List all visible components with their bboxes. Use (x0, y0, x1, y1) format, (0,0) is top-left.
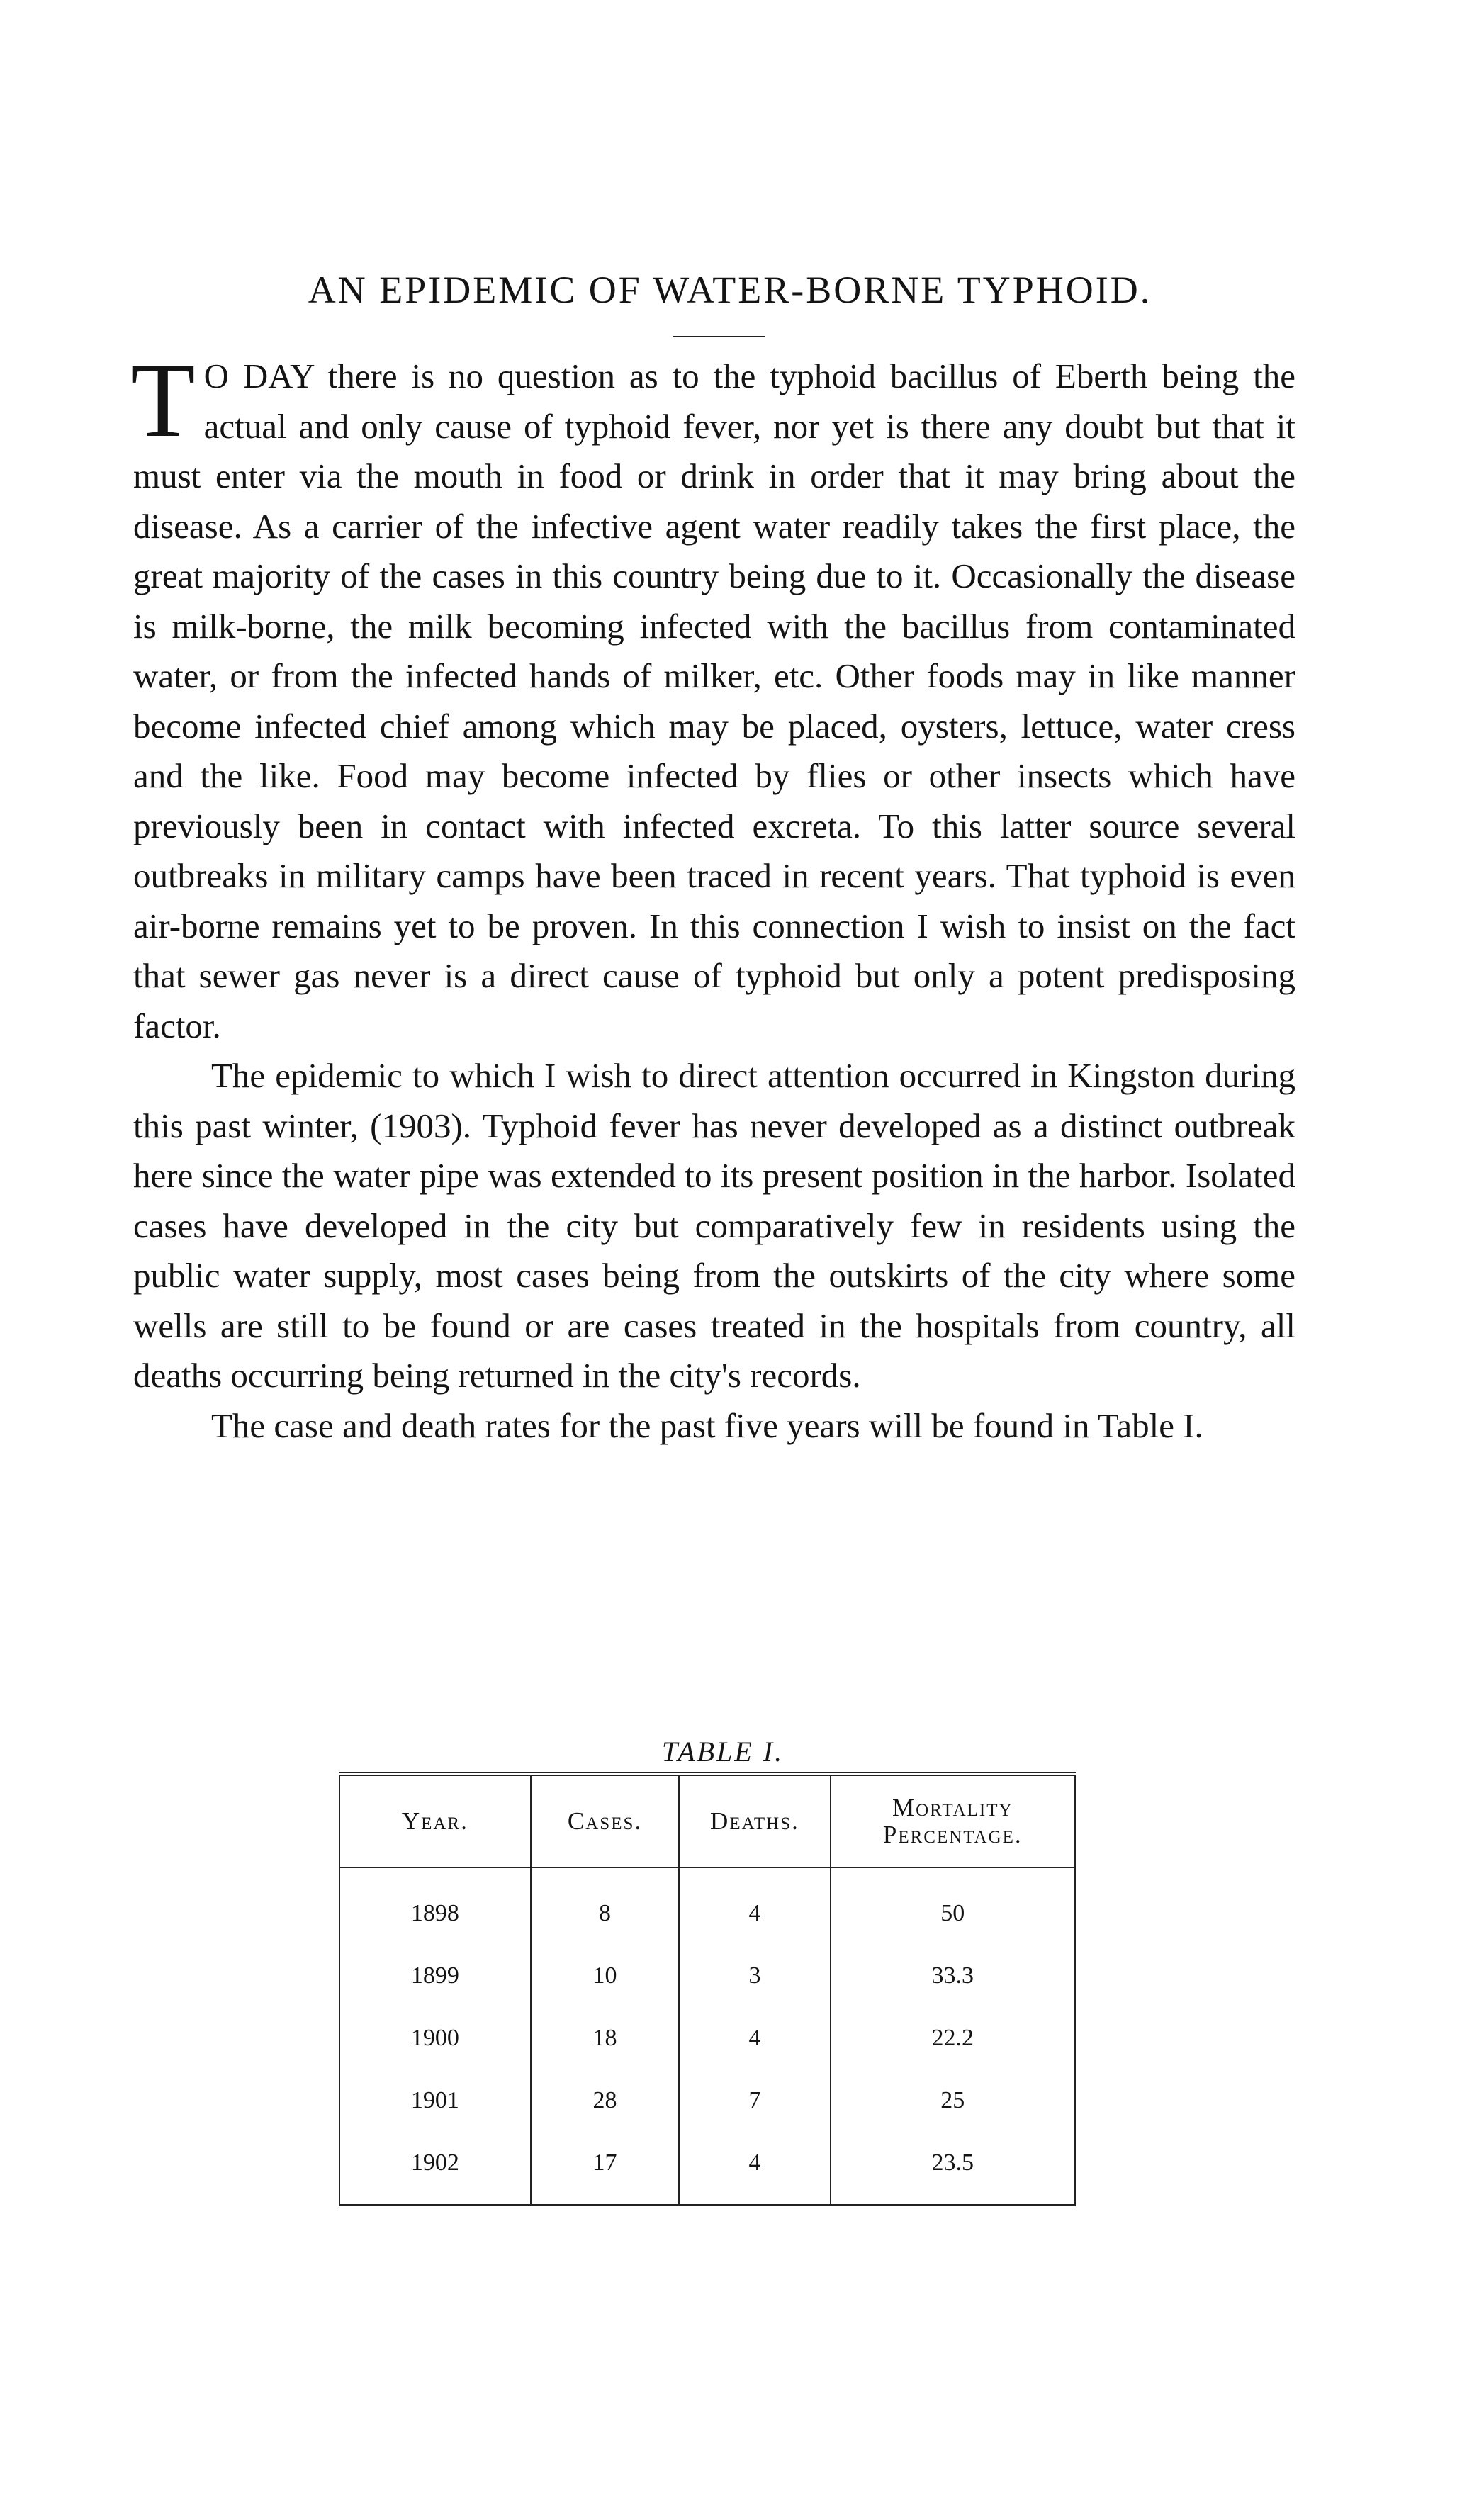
cell-cases: 10 (531, 1945, 680, 2007)
header-year: Year. (339, 1774, 531, 1867)
cell-mortality: 33.3 (931, 1962, 974, 1989)
table-header-row (339, 1774, 1075, 1867)
cell-year: 1899 (339, 1945, 531, 2007)
mortality-table (339, 1772, 1076, 2206)
cell-deaths: 7 (679, 2069, 830, 2132)
cell-deaths: 4 (679, 2007, 830, 2069)
table-row (339, 1867, 1075, 1945)
cell-year: 1898 (339, 1867, 531, 1945)
table-row (339, 2132, 1075, 2206)
header-deaths: Deaths. (679, 1774, 830, 1867)
title-rule (673, 336, 765, 337)
cell-deaths: 4 (679, 2132, 830, 2206)
cell-cases: 8 (531, 1867, 680, 1945)
cell-mortality: 25 (940, 2087, 965, 2113)
paragraph-2: The epidemic to which I wish to direct attention occurred in Kingston during this past winter, (1903). Typhoid fever has never developed as a distinct outbreak here since the water pipe was extended to its present position in the harbor. Isolated cases have developed in the city but comparatively few in residents using the public water supply, most cases being from the outskirts of the city where some wells are still to be found or are cases treated in the hospitals from country, all deaths occurring being returned in the city's records. (133, 1056, 1295, 1395)
cell-year: 1902 (339, 2132, 531, 2206)
header-mortality-line1: Mortality (892, 1794, 1013, 1821)
header-mortality (831, 1774, 1075, 1867)
drop-cap: T (130, 342, 196, 459)
table-caption: TABLE I. (661, 1736, 785, 1768)
article-body (130, 342, 1295, 1451)
article-title: AN EPIDEMIC OF WATER-BORNE TYPHOID. (308, 269, 1152, 311)
cell-deaths: 4 (679, 1867, 830, 1945)
paragraph-3: The case and death rates for the past five years will be found in Table I. (211, 1405, 1203, 1445)
header-cases: Cases. (531, 1774, 680, 1867)
cell-year: 1901 (339, 2069, 531, 2132)
cell-cases: 18 (531, 2007, 680, 2069)
paragraph-1-text: O DAY there is no question as to the typhoid bacillus of Eberth being the actual and only cause of typhoid fever, nor yet is there any doubt but that it must enter via the mouth in food or drink in order that it may bring about the disease. As a carrier of the infective agent water readily takes the first place, the great majority of the cases in this country being due to it. Occasionally the disease is milk-borne, the milk becoming infected with the bacillus from contaminated water, or from the infected hands of milker, etc. Other foods may in like manner become infected chief among which may be placed, oysters, lettuce, water cress and the like. Food may become infected by flies or other insects which have previously been in contact with infected excreta. To this latter source several outbreaks in military camps have been traced in recent years. That typhoid is even air-borne remains yet to be proven. In this connection I wish to insist on the fact that sewer gas never is a direct cause of typhoid but only a potent predisposing factor. (133, 356, 1295, 1045)
header-mortality-line2: Percentage. (882, 1821, 1023, 1848)
paragraph-1 (130, 342, 1295, 1051)
cell-deaths: 3 (679, 1945, 830, 2007)
table-row (339, 2007, 1075, 2069)
cell-mortality: 23.5 (931, 2150, 974, 2176)
cell-mortality: 50 (940, 1900, 965, 1926)
cell-mortality: 22.2 (931, 2025, 974, 2051)
cell-cases: 28 (531, 2069, 680, 2132)
table-row (339, 1945, 1075, 2007)
cell-cases: 17 (531, 2132, 680, 2206)
table-row (339, 2069, 1075, 2132)
cell-year: 1900 (339, 2007, 531, 2069)
